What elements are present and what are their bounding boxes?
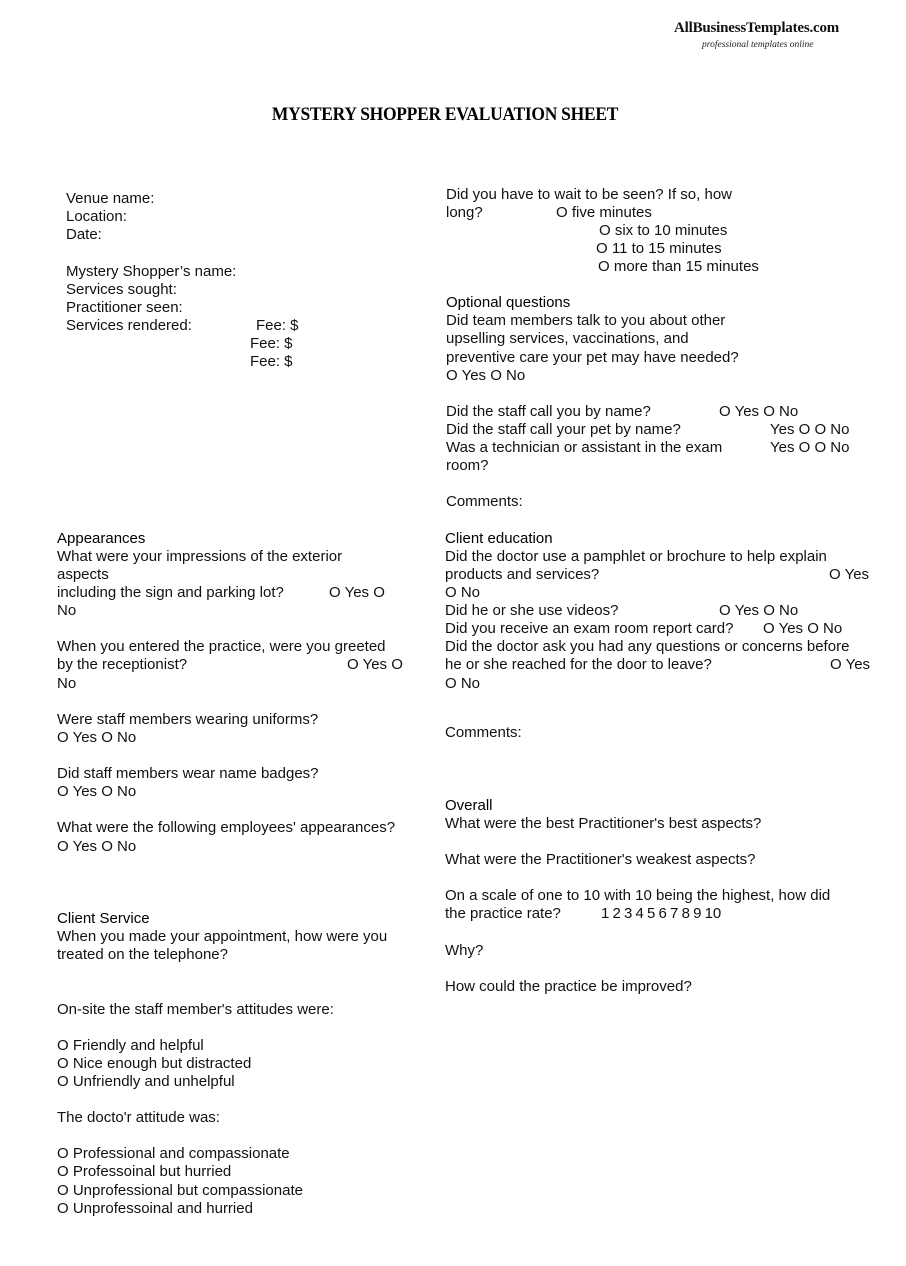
client-education-q1-options: O Yes bbox=[829, 566, 870, 583]
appearances-q1-line1: What were your impressions of the exterior bbox=[57, 548, 343, 565]
venue-name-label: Venue name: bbox=[66, 190, 155, 207]
practitioner-seen-label: Practitioner seen: bbox=[66, 299, 183, 316]
client-education-q3: Did you receive an exam room report card? bbox=[445, 620, 734, 637]
brand-tagline: professional templates online bbox=[702, 40, 814, 50]
client-service-q1-line1: When you made your appointment, how were you bbox=[57, 928, 388, 945]
overall-heading: Overall bbox=[445, 797, 493, 814]
optional-q4-line2: room? bbox=[446, 457, 489, 474]
client-education-q4-options: O Yes bbox=[830, 656, 871, 673]
appearances-q2-options: O Yes O bbox=[347, 656, 403, 673]
overall-q1: What were the best Practitioner's best aspects? bbox=[445, 815, 762, 832]
optional-q4-line1: Was a technician or assistant in the exam bbox=[446, 439, 723, 456]
overall-rating-scale: 1 2 3 4 5 6 7 8 9 10 bbox=[601, 905, 722, 922]
overall-q2: What were the Practitioner's weakest aspects? bbox=[445, 851, 756, 868]
page-title: MYSTERY SHOPPER EVALUATION SHEET bbox=[271, 104, 619, 125]
client-education-q4-line2: he or she reached for the door to leave? bbox=[445, 656, 712, 673]
optional-q4-options: Yes O O No bbox=[770, 439, 850, 456]
appearances-q2-line3: No bbox=[57, 675, 77, 692]
client-education-q1-line3: O No bbox=[445, 584, 481, 601]
client-education-q1-line1: Did the doctor use a pamphlet or brochure to help explain bbox=[445, 548, 827, 565]
appearances-q5: What were the following employees' appearances? bbox=[57, 819, 396, 836]
client-education-comments: Comments: bbox=[445, 724, 522, 741]
appearances-q5-options: O Yes O No bbox=[57, 838, 137, 855]
appearances-heading: Appearances bbox=[57, 530, 146, 547]
client-service-q2: On-site the staff member's attitudes were: bbox=[57, 1001, 334, 1018]
optional-comments: Comments: bbox=[446, 493, 523, 510]
client-service-q3-opt2: O Professoinal but hurried bbox=[57, 1163, 232, 1180]
client-education-q1-line2: products and services? bbox=[445, 566, 600, 583]
optional-q2-options: O Yes O No bbox=[719, 403, 799, 420]
appearances-q3: Were staff members wearing uniforms? bbox=[57, 711, 319, 728]
appearances-q2-line1: When you entered the practice, were you greeted bbox=[57, 638, 386, 655]
wait-q-line1: Did you have to wait to be seen? If so, how bbox=[446, 186, 733, 203]
optional-heading: Optional questions bbox=[446, 294, 571, 311]
fee-1-label: Fee: $ bbox=[256, 317, 299, 334]
location-label: Location: bbox=[66, 208, 127, 225]
wait-opt2: O six to 10 minutes bbox=[599, 222, 728, 239]
fee-2-label: Fee: $ bbox=[250, 335, 293, 352]
client-education-q4-line1: Did the doctor ask you had any questions or concerns before bbox=[445, 638, 850, 655]
brand-block bbox=[674, 20, 874, 50]
date-label: Date: bbox=[66, 226, 102, 243]
appearances-q4-options: O Yes O No bbox=[57, 783, 137, 800]
overall-q3-line1: On a scale of one to 10 with 10 being the highest, how did bbox=[445, 887, 831, 904]
optional-q1-line3: preventive care your pet may have needed? bbox=[446, 349, 739, 366]
services-rendered-label: Services rendered: bbox=[66, 317, 192, 334]
optional-q1-options: O Yes O No bbox=[446, 367, 526, 384]
appearances-q2-line2: by the receptionist? bbox=[57, 656, 188, 673]
client-education-q2-options: O Yes O No bbox=[719, 602, 799, 619]
appearances-q3-options: O Yes O No bbox=[57, 729, 137, 746]
client-service-q3: The docto'r attitude was: bbox=[57, 1109, 220, 1126]
optional-q3: Did the staff call your pet by name? bbox=[446, 421, 681, 438]
appearances-q1-line4: No bbox=[57, 602, 77, 619]
client-service-q2-opt1: O Friendly and helpful bbox=[57, 1037, 204, 1054]
client-service-heading: Client Service bbox=[57, 910, 150, 927]
shopper-name-label: Mystery Shopper’s name: bbox=[66, 263, 237, 280]
optional-q1-line2: upselling services, vaccinations, and bbox=[446, 330, 689, 347]
client-education-q4-line3: O No bbox=[445, 675, 481, 692]
brand-name: AllBusinessTemplates.com bbox=[674, 20, 840, 36]
client-service-q3-opt4: O Unprofessoinal and hurried bbox=[57, 1200, 253, 1217]
optional-q1-line1: Did team members talk to you about other bbox=[446, 312, 726, 329]
wait-opt1: O five minutes bbox=[556, 204, 652, 221]
client-service-q3-opt1: O Professional and compassionate bbox=[57, 1145, 290, 1162]
appearances-q1-line3: including the sign and parking lot? bbox=[57, 584, 284, 601]
optional-q3-options: Yes O O No bbox=[770, 421, 850, 438]
optional-q2: Did the staff call you by name? bbox=[446, 403, 651, 420]
wait-opt3: O 11 to 15 minutes bbox=[596, 240, 722, 257]
appearances-q4: Did staff members wear name badges? bbox=[57, 765, 319, 782]
wait-q-line2: long? bbox=[446, 204, 483, 221]
client-education-q2: Did he or she use videos? bbox=[445, 602, 619, 619]
overall-q3-line2: the practice rate? bbox=[445, 905, 561, 922]
wait-opt4: O more than 15 minutes bbox=[598, 258, 759, 275]
client-service-q1-line2: treated on the telephone? bbox=[57, 946, 228, 963]
fee-3-label: Fee: $ bbox=[250, 353, 293, 370]
client-education-q3-options: O Yes O No bbox=[763, 620, 843, 637]
client-service-q2-opt3: O Unfriendly and unhelpful bbox=[57, 1073, 235, 1090]
client-service-q2-opt2: O Nice enough but distracted bbox=[57, 1055, 252, 1072]
client-service-q3-opt3: O Unprofessional but compassionate bbox=[57, 1182, 303, 1199]
appearances-q1-options: O Yes O bbox=[329, 584, 385, 601]
client-education-heading: Client education bbox=[445, 530, 553, 547]
services-sought-label: Services sought: bbox=[66, 281, 177, 298]
appearances-q1-line2: aspects bbox=[57, 566, 109, 583]
overall-q4: Why? bbox=[445, 942, 484, 959]
overall-q5: How could the practice be improved? bbox=[445, 978, 692, 995]
